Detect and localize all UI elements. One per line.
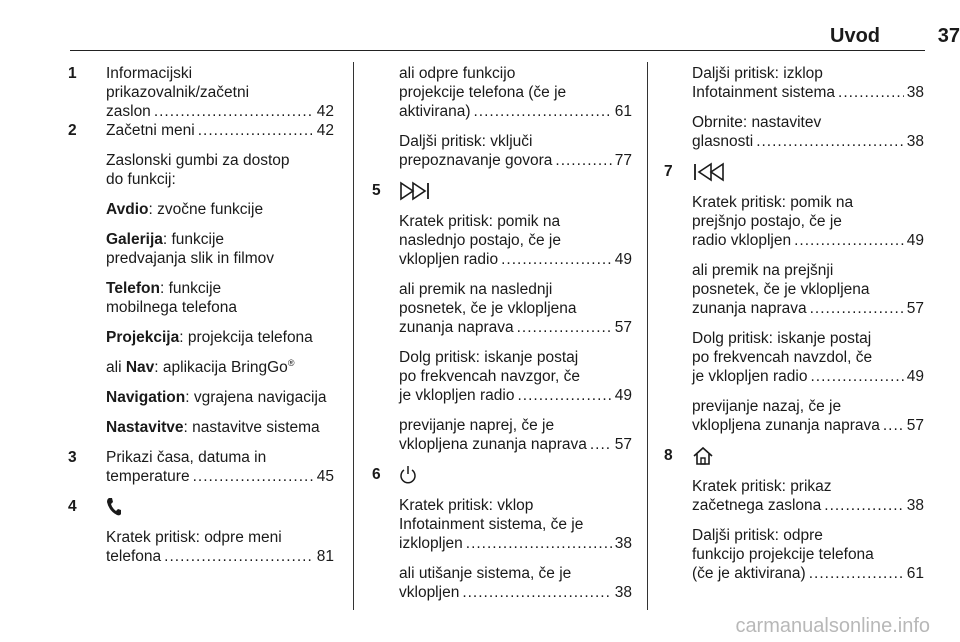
section-title: Uvod	[830, 25, 880, 47]
paragraph: Kratek pritisk: pomik na prejšnjo postajo, če je radio vklopljen ..... 49	[664, 193, 924, 250]
toc-entry[interactable]: temperature ..... 45	[106, 467, 334, 486]
item-number: 6	[372, 466, 381, 483]
toc-entry[interactable]: zunanja naprava ..... 57	[692, 299, 924, 318]
feature-galerija: Galerija: funkcije predvajanja slik in filmov	[106, 231, 274, 267]
page-reference: 49	[906, 232, 924, 249]
item-text: prikazovalnik/začetni	[106, 84, 250, 101]
item-number: 7	[664, 163, 673, 180]
item-number: 2	[68, 122, 77, 139]
paragraph: Kratek pritisk: odpre meni telefona ..... 81	[68, 528, 334, 566]
paragraph: Daljši pritisk: izklop Infotainment sistema ..... 38	[664, 64, 924, 102]
page-reference: 38	[614, 584, 632, 601]
header-rule	[70, 50, 925, 51]
feature-nastavitve: Nastavitve: nastavitve sistema	[106, 419, 320, 436]
column-1	[68, 64, 334, 566]
toc-entry[interactable]: vklopljena zunanja naprava ..... 57	[399, 435, 632, 454]
page-reference: 38	[906, 497, 924, 514]
page-reference: 38	[906, 84, 924, 101]
paragraph: previjanje naprej, če je vklopljena zunanja naprava ..... 57	[372, 416, 632, 454]
list-item: 3 Prikazi časa, datuma in temperature ..... 45	[68, 448, 334, 486]
page-reference: 38	[906, 133, 924, 150]
item-number: 1	[68, 65, 77, 82]
previous-track-icon	[692, 162, 726, 182]
page-reference: 38	[614, 535, 632, 552]
list-item	[68, 497, 334, 517]
paragraph: Kratek pritisk: pomik na naslednjo postajo, če je vklopljen radio ..... 49	[372, 212, 632, 269]
feature-nav: ali Nav: aplikacija BringGo®	[106, 357, 295, 376]
paragraph: Dolg pritisk: iskanje postaj po frekvencah navzgor, če je vklopljen radio ..... 49	[372, 348, 632, 405]
page-reference: 61	[906, 565, 924, 582]
toc-entry[interactable]: je vklopljen radio ..... 49	[399, 386, 632, 405]
page-reference: 57	[614, 319, 632, 336]
item-number: 8	[664, 447, 673, 464]
toc-entry[interactable]: začetnega zaslona ..... 38	[692, 496, 924, 515]
page-reference: 45	[316, 468, 334, 485]
next-track-icon	[399, 181, 433, 201]
item-number: 3	[68, 449, 77, 466]
page-reference: 77	[614, 152, 632, 169]
list-item	[68, 64, 334, 121]
column-3	[664, 64, 924, 583]
list-item	[664, 446, 924, 466]
toc-entry[interactable]: zunanja naprava ..... 57	[399, 318, 632, 337]
toc-entry[interactable]: vklopljena zunanja naprava ..... 57	[692, 416, 924, 435]
feature-telefon: Telefon: funkcije mobilnega telefona	[106, 280, 237, 316]
list-item	[664, 162, 924, 182]
column-2	[372, 64, 632, 602]
page-reference: 42	[316, 103, 334, 120]
toc-entry[interactable]: vklopljen radio ..... 49	[399, 250, 632, 269]
paragraph: ali utišanje sistema, če je vklopljen ..... 38	[372, 564, 632, 602]
toc-entry[interactable]: telefona ..... 81	[106, 547, 334, 566]
paragraph: Daljši pritisk: odpre funkcijo projekcije telefona (če je aktivirana) ..... 61	[664, 526, 924, 583]
column-divider	[647, 62, 648, 610]
toc-entry[interactable]: zaslon ..... 42	[106, 102, 334, 121]
page-reference: 49	[614, 251, 632, 268]
page-reference: 57	[614, 436, 632, 453]
page-reference: 49	[906, 368, 924, 385]
watermark: carmanualsonline.info	[735, 615, 930, 637]
paragraph: ali odpre funkcijo projekcije telefona (če je aktivirana) ..... 61	[372, 64, 632, 121]
item-number: 5	[372, 182, 381, 199]
paragraph: Kratek pritisk: vklop Infotainment sistema, če je izklopljen ..... 38	[372, 496, 632, 553]
toc-entry[interactable]: vklopljen ..... 38	[399, 583, 632, 602]
page-reference: 81	[316, 548, 334, 565]
page-reference: 42	[316, 122, 334, 139]
toc-entry[interactable]: Infotainment sistema ..... 38	[692, 83, 924, 102]
paragraph: previjanje nazaj, če je vklopljena zunanja naprava ..... 57	[664, 397, 924, 435]
toc-entry[interactable]: je vklopljen radio ..... 49	[692, 367, 924, 386]
paragraph: Zaslonski gumbi za dostop do funkcij:	[106, 152, 290, 188]
home-icon	[692, 446, 714, 466]
toc-entry[interactable]: Začetni meni ..... 42	[106, 121, 334, 140]
toc-entry[interactable]: glasnosti ..... 38	[692, 132, 924, 151]
item-number: 4	[68, 498, 77, 515]
paragraph: ali premik na naslednji posnetek, če je vklopljena zunanja naprava ..... 57	[372, 280, 632, 337]
page-number: 37	[937, 25, 960, 47]
feature-projekcija: Projekcija: projekcija telefona	[106, 329, 313, 346]
list-item	[372, 465, 632, 485]
phone-icon	[106, 497, 122, 517]
page-reference: 57	[906, 300, 924, 317]
item-text: Informacijski	[106, 65, 193, 82]
toc-entry[interactable]: prepoznavanje govora ..... 77	[399, 151, 632, 170]
page-reference: 49	[614, 387, 632, 404]
column-divider	[353, 62, 354, 610]
toc-entry[interactable]: aktivirana) ..... 61	[399, 102, 632, 121]
paragraph: Daljši pritisk: vključi prepoznavanje govora ..... 77	[372, 132, 632, 170]
list-item	[372, 181, 632, 201]
paragraph: ali premik na prejšnji posnetek, če je vklopljena zunanja naprava ..... 57	[664, 261, 924, 318]
list-item	[68, 121, 334, 140]
feature-avdio: Avdio: zvočne funkcije	[106, 201, 264, 218]
page-reference: 61	[614, 103, 632, 120]
paragraph: Obrnite: nastavitev glasnosti ..... 38	[664, 113, 924, 151]
paragraph: Dolg pritisk: iskanje postaj po frekvencah navzdol, če je vklopljen radio ..... 49	[664, 329, 924, 386]
paragraph: Kratek pritisk: prikaz začetnega zaslona ..... 38	[664, 477, 924, 515]
feature-navigation: Navigation: vgrajena navigacija	[106, 389, 327, 406]
toc-entry[interactable]: (če je aktivirana) ..... 61	[692, 564, 924, 583]
toc-entry[interactable]: izklopljen ..... 38	[399, 534, 632, 553]
page-reference: 57	[906, 417, 924, 434]
toc-entry[interactable]: radio vklopljen ..... 49	[692, 231, 924, 250]
page-header	[34, 24, 960, 48]
